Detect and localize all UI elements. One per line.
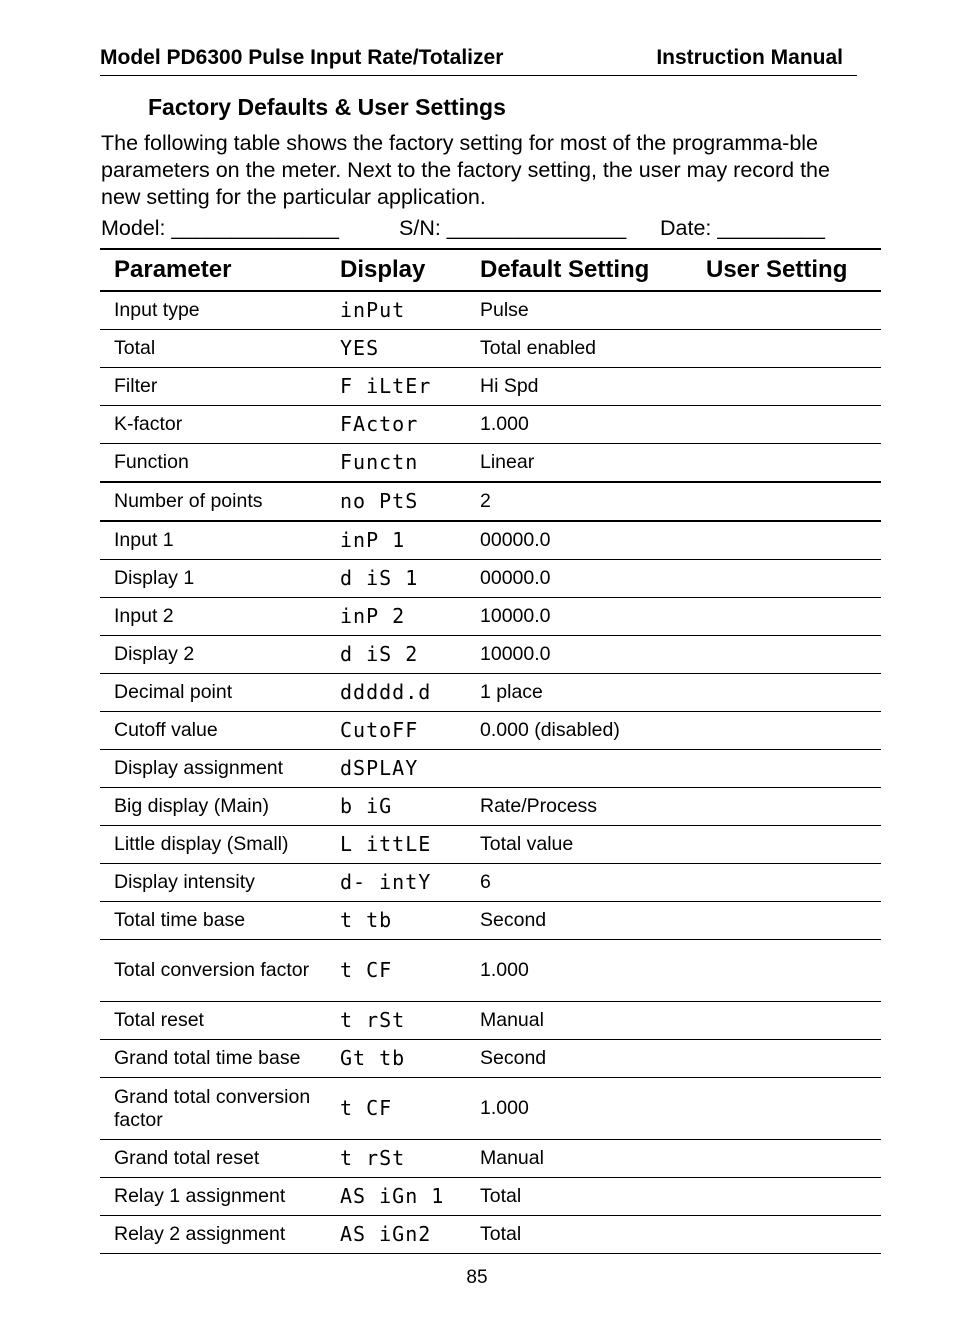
table-row (100, 1078, 881, 1140)
table-row (100, 1140, 881, 1178)
user-setting-cell (695, 368, 881, 406)
user-setting-cell (695, 406, 881, 444)
display-code-cell: d- intY (333, 864, 473, 902)
parameter-cell: Filter (100, 368, 333, 406)
parameter-cell: Grand total time base (100, 1040, 333, 1078)
settings-table (100, 248, 881, 1254)
table-row (100, 444, 881, 483)
default-setting-cell: 00000.0 (473, 560, 695, 598)
user-setting-cell (695, 636, 881, 674)
table-row (100, 674, 881, 712)
parameter-cell: Relay 1 assignment (100, 1178, 333, 1216)
table-row (100, 598, 881, 636)
parameter-cell: Display intensity (100, 864, 333, 902)
user-setting-cell (695, 940, 881, 1002)
default-setting-cell: 1.000 (473, 406, 695, 444)
parameter-cell: K-factor (100, 406, 333, 444)
parameter-cell: Little display (Small) (100, 826, 333, 864)
header-display: Display (333, 249, 473, 291)
display-code-cell: d iS 2 (333, 636, 473, 674)
table-row (100, 560, 881, 598)
user-setting-cell (695, 674, 881, 712)
user-setting-cell (695, 482, 881, 521)
parameter-cell: Total (100, 330, 333, 368)
default-setting-cell: 1.000 (473, 1078, 695, 1140)
display-code-cell: t rSt (333, 1002, 473, 1040)
parameter-cell: Display 1 (100, 560, 333, 598)
page-header (100, 46, 857, 76)
display-code-cell: t tb (333, 902, 473, 940)
user-setting-cell (695, 1140, 881, 1178)
display-code-cell: AS iGn 1 (333, 1178, 473, 1216)
table-row (100, 406, 881, 444)
display-code-cell: L ittLE (333, 826, 473, 864)
table-row (100, 330, 881, 368)
serial-field: S/N: _______________ (399, 216, 627, 240)
user-setting-cell (695, 521, 881, 560)
display-code-cell: dSPLAY (333, 750, 473, 788)
parameter-cell: Number of points (100, 482, 333, 521)
user-setting-cell (695, 902, 881, 940)
table-row (100, 750, 881, 788)
table-row (100, 482, 881, 521)
parameter-cell: Big display (Main) (100, 788, 333, 826)
display-code-cell: inP 1 (333, 521, 473, 560)
header-title: Model PD6300 Pulse Input Rate/Totalizer (100, 46, 504, 69)
default-setting-cell: 00000.0 (473, 521, 695, 560)
parameter-cell: Grand total conversion factor (100, 1078, 333, 1140)
user-setting-cell (695, 291, 881, 330)
user-setting-cell (695, 1216, 881, 1254)
default-setting-cell: Total (473, 1216, 695, 1254)
header-user-setting: User Setting (695, 249, 881, 291)
default-setting-cell: Total value (473, 826, 695, 864)
display-code-cell: ddddd.d (333, 674, 473, 712)
table-row (100, 1002, 881, 1040)
parameter-cell: Function (100, 444, 333, 483)
intro-paragraph: The following table shows the factory setting for most of the programma-ble parameters on the meter. Next to the factory setting, the user may record the new setting for the particular application. (101, 131, 830, 209)
default-setting-cell: 10000.0 (473, 598, 695, 636)
display-code-cell: YES (333, 330, 473, 368)
user-setting-cell (695, 750, 881, 788)
user-setting-cell (695, 826, 881, 864)
default-setting-cell: Manual (473, 1002, 695, 1040)
parameter-cell: Total time base (100, 902, 333, 940)
date-field: Date: _________ (660, 216, 825, 240)
table-row (100, 1040, 881, 1078)
table-header-row (100, 249, 881, 291)
default-setting-cell: Second (473, 902, 695, 940)
user-setting-cell (695, 1078, 881, 1140)
table-row (100, 636, 881, 674)
default-setting-cell: Linear (473, 444, 695, 483)
page-number: 85 (466, 1267, 488, 1288)
table-row (100, 902, 881, 940)
default-setting-cell: 1 place (473, 674, 695, 712)
user-setting-cell (695, 788, 881, 826)
table-row (100, 291, 881, 330)
display-code-cell: AS iGn2 (333, 1216, 473, 1254)
default-setting-cell (473, 750, 695, 788)
default-setting-cell: 6 (473, 864, 695, 902)
user-setting-cell (695, 1002, 881, 1040)
display-code-cell: Gt tb (333, 1040, 473, 1078)
parameter-cell: Grand total reset (100, 1140, 333, 1178)
default-setting-cell: Total (473, 1178, 695, 1216)
default-setting-cell: 0.000 (disabled) (473, 712, 695, 750)
parameter-cell: Display 2 (100, 636, 333, 674)
header-manual-label: Instruction Manual (656, 46, 843, 69)
table-row (100, 1216, 881, 1254)
default-setting-cell: Manual (473, 1140, 695, 1178)
table-row (100, 368, 881, 406)
table-row (100, 712, 881, 750)
header-parameter: Parameter (100, 249, 333, 291)
default-setting-cell: 1.000 (473, 940, 695, 1002)
header-default-setting: Default Setting (473, 249, 695, 291)
parameter-cell: Decimal point (100, 674, 333, 712)
parameter-cell: Total conversion factor (100, 940, 333, 1002)
display-code-cell: FActor (333, 406, 473, 444)
user-setting-cell (695, 560, 881, 598)
parameter-cell: Display assignment (100, 750, 333, 788)
parameter-cell: Input 1 (100, 521, 333, 560)
default-setting-cell: Second (473, 1040, 695, 1078)
user-setting-cell (695, 1178, 881, 1216)
parameter-cell: Relay 2 assignment (100, 1216, 333, 1254)
parameter-cell: Input type (100, 291, 333, 330)
user-setting-cell (695, 712, 881, 750)
default-setting-cell: Total enabled (473, 330, 695, 368)
user-setting-cell (695, 598, 881, 636)
section-title: Factory Defaults & User Settings (148, 94, 506, 120)
table-row (100, 940, 881, 1002)
table-row (100, 826, 881, 864)
display-code-cell: d iS 1 (333, 560, 473, 598)
default-setting-cell: 10000.0 (473, 636, 695, 674)
default-setting-cell: 2 (473, 482, 695, 521)
table-row (100, 864, 881, 902)
display-code-cell: b iG (333, 788, 473, 826)
table-row (100, 1178, 881, 1216)
display-code-cell: inPut (333, 291, 473, 330)
display-code-cell: F iLtEr (333, 368, 473, 406)
parameter-cell: Input 2 (100, 598, 333, 636)
table-row (100, 788, 881, 826)
default-setting-cell: Pulse (473, 291, 695, 330)
parameter-cell: Cutoff value (100, 712, 333, 750)
display-code-cell: CutoFF (333, 712, 473, 750)
parameter-cell: Total reset (100, 1002, 333, 1040)
display-code-cell: Functn (333, 444, 473, 483)
user-setting-cell (695, 864, 881, 902)
default-setting-cell: Rate/Process (473, 788, 695, 826)
record-line (101, 216, 861, 244)
user-setting-cell (695, 444, 881, 483)
display-code-cell: inP 2 (333, 598, 473, 636)
user-setting-cell (695, 330, 881, 368)
default-setting-cell: Hi Spd (473, 368, 695, 406)
display-code-cell: t CF (333, 1078, 473, 1140)
table-row (100, 521, 881, 560)
display-code-cell: t CF (333, 940, 473, 1002)
display-code-cell: no PtS (333, 482, 473, 521)
model-field: Model: ______________ (101, 216, 339, 240)
user-setting-cell (695, 1040, 881, 1078)
display-code-cell: t rSt (333, 1140, 473, 1178)
